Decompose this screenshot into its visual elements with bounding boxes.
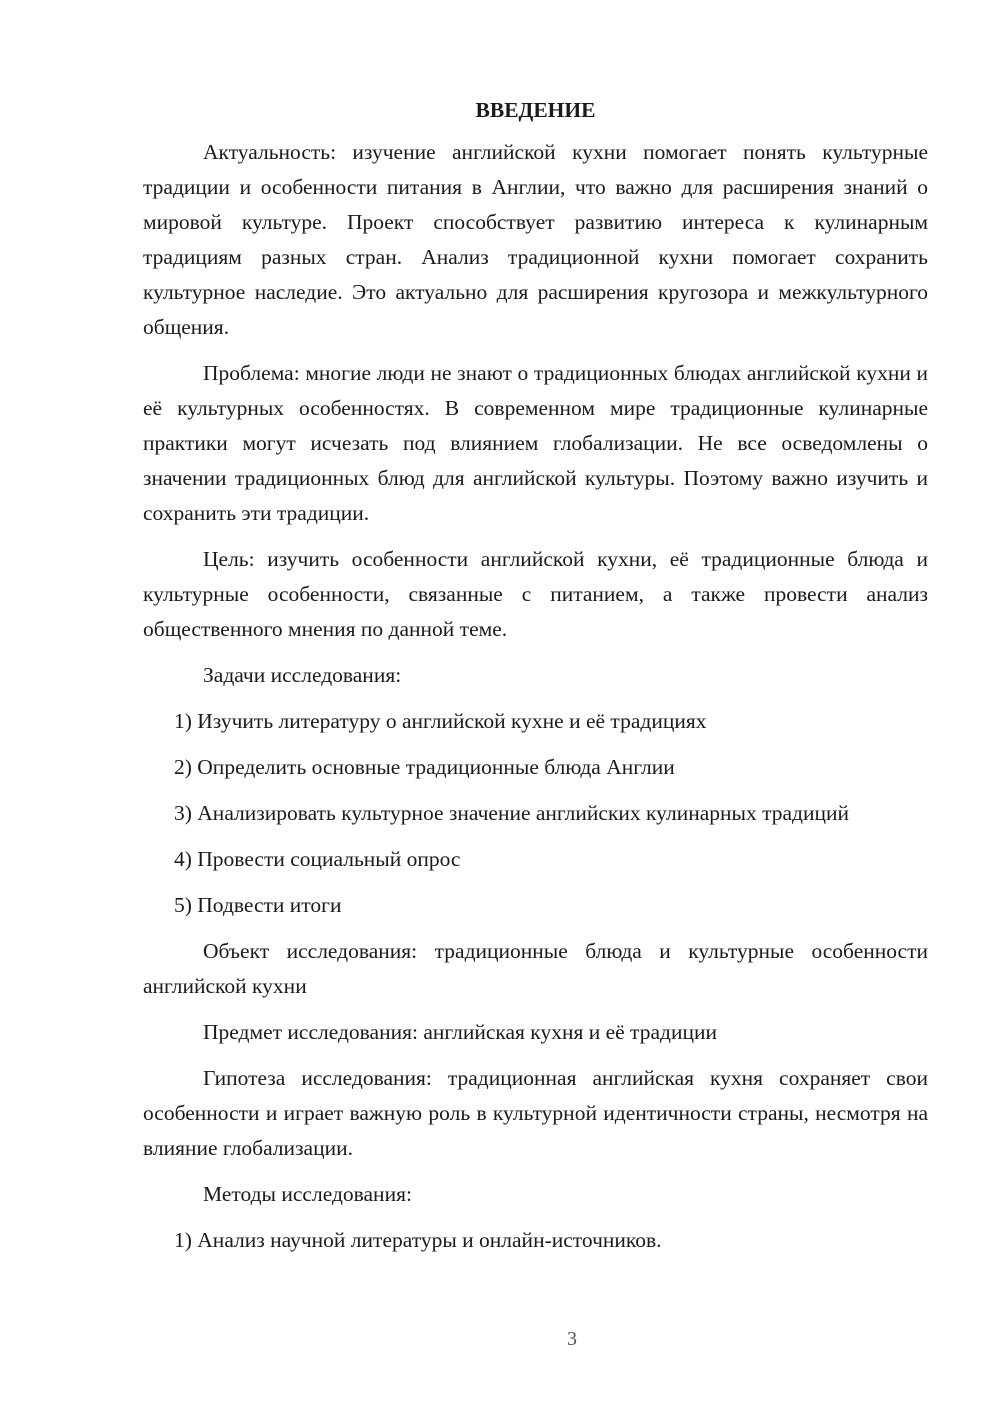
page-number: 3 bbox=[567, 1328, 577, 1350]
tasks-heading: Задачи исследования: bbox=[203, 663, 402, 687]
task-item-4: 4) Провести социальный опрос bbox=[174, 847, 461, 871]
section-title: ВВЕДЕНИЕ bbox=[475, 98, 596, 122]
methods-heading: Методы исследования: bbox=[203, 1182, 412, 1206]
subject-paragraph: Предмет исследования: английская кухня и её традиции bbox=[203, 1020, 717, 1044]
hypothesis-paragraph: Гипотеза исследования: традиционная английская кухня сохраняет свои особенности и играет важную роль в культурной идентичности страны, несмотря на влияние глобализации. bbox=[143, 1066, 928, 1160]
document-page bbox=[143, 93, 928, 1269]
task-item-5: 5) Подвести итоги bbox=[174, 893, 342, 917]
goal-paragraph: Цель: изучить особенности английской кухни, её традиционные блюда и культурные особенности, связанные с питанием, а также провести анализ общественного мнения по данной теме. bbox=[143, 547, 928, 641]
task-item-3: 3) Анализировать культурное значение английских кулинарных традиций bbox=[174, 801, 849, 825]
method-item-1: 1) Анализ научной литературы и онлайн-источников. bbox=[174, 1228, 662, 1252]
object-paragraph: Объект исследования: традиционные блюда и культурные особенности английской кухни bbox=[143, 939, 928, 998]
problem-paragraph: Проблема: многие люди не знают о традиционных блюдах английской кухни и её культурных особенностях. В современном мире традиционные кулинарные практики могут исчезать под влиянием глобализации. Не все осведомлены о значении традиционных блюд для английской культуры. Поэтому важно изучить и сохранить эти традиции. bbox=[143, 361, 928, 525]
task-item-1: 1) Изучить литературу о английской кухне и её традициях bbox=[174, 709, 707, 733]
task-item-2: 2) Определить основные традиционные блюда Англии bbox=[174, 755, 675, 779]
relevance-paragraph: Актуальность: изучение английской кухни помогает понять культурные традиции и особенности питания в Англии, что важно для расширения знаний о мировой культуре. Проект способствует развитию интереса к кулинарным традициям разных стран. Анализ традиционной кухни помогает сохранить культурное наследие. Это актуально для расширения кругозора и межкультурного общения. bbox=[143, 140, 928, 339]
